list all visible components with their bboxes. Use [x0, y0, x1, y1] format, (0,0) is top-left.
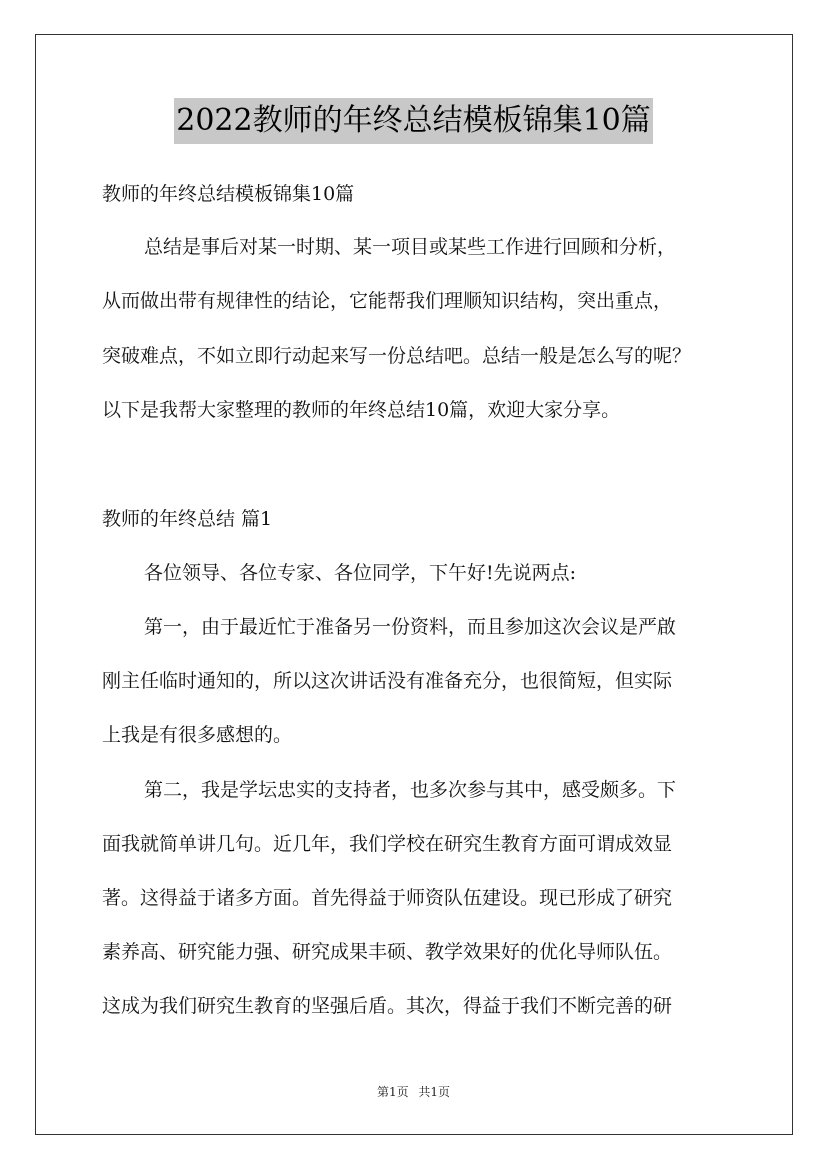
- body-line-9: 这成为我们研究生教育的坚强后盾。其次，得益于我们不断完善的研: [102, 995, 673, 1017]
- body-line-4: 上我是有很多感想的。: [102, 724, 293, 746]
- document-subtitle: 教师的年终总结模板锦集10篇: [102, 183, 355, 205]
- body-line-6: 面我就简单讲几句。近几年，我们学校在研究生教育方面可谓成效显: [102, 833, 673, 855]
- document-title: 2022教师的年终总结模板锦集10篇: [174, 98, 653, 144]
- intro-line-2: 从而做出带有规律性的结论，它能帮我们理顺知识结构，突出重点，: [102, 290, 673, 312]
- body-line-1: 各位领导、各位专家、各位同学，下午好!先说两点:: [144, 562, 577, 584]
- body-line-8: 素养高、研究能力强、研究成果丰硕、教学效果好的优化导师队伍。: [102, 941, 673, 963]
- intro-line-3: 突破难点，不如立即行动起来写一份总结吧。总结一般是怎么写的呢？: [102, 345, 692, 367]
- body-line-2: 第一，由于最近忙于准备另一份资料，而且参加这次会议是严啟: [144, 616, 677, 638]
- page-number-label: 第1页: [376, 1085, 409, 1099]
- page-total-label: 共1页: [418, 1085, 451, 1099]
- title-container: [0, 98, 827, 144]
- intro-line-1: 总结是事后对某一时期、某一项目或某些工作进行回顾和分析，: [144, 236, 677, 258]
- section-heading: 教师的年终总结 篇1: [102, 508, 273, 530]
- intro-line-4: 以下是我帮大家整理的教师的年终总结10篇，欢迎大家分享。: [102, 399, 621, 421]
- body-line-5: 第二，我是学坛忠实的支持者，也多次参与其中，感受颇多。下: [144, 779, 677, 801]
- body-line-3: 刚主任临时通知的，所以这次讲话没有准备充分，也很简短，但实际: [102, 670, 673, 692]
- body-line-7: 著。这得益于诸多方面。首先得益于师资队伍建设。现已形成了研究: [102, 887, 673, 909]
- page-footer: [0, 1084, 827, 1100]
